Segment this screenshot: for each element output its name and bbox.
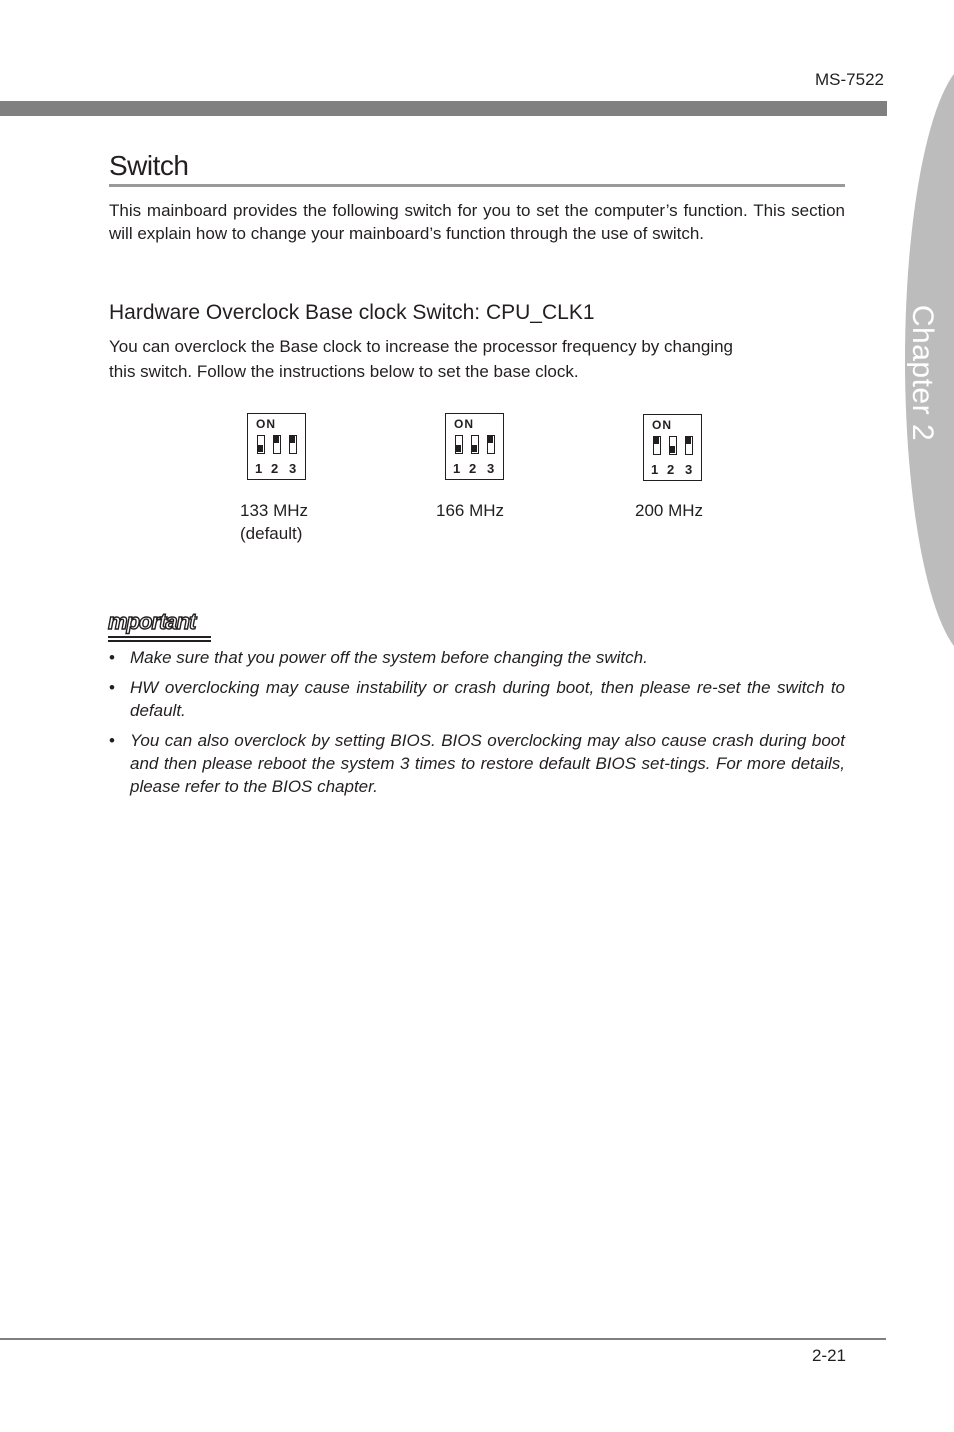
switch-on-label: ON bbox=[652, 418, 672, 432]
switch-1-toggle bbox=[653, 436, 661, 455]
list-item bbox=[109, 676, 845, 722]
switch-number-3: 3 bbox=[685, 462, 693, 477]
page-number: 2-21 bbox=[811, 1346, 846, 1365]
bullet: • bbox=[109, 648, 115, 667]
dip-switch-200mhz bbox=[643, 414, 702, 481]
important-notes-list bbox=[109, 646, 845, 805]
switch-1-knob bbox=[456, 445, 461, 452]
switch-caption-133mhz bbox=[240, 499, 308, 545]
switch-3-knob bbox=[686, 437, 691, 444]
switch-1-toggle bbox=[455, 435, 463, 454]
bullet: • bbox=[109, 731, 115, 750]
switch-2-toggle bbox=[471, 435, 479, 454]
subsection-body-line-1: You can overclock the Base clock to increase the processor frequency by changing bbox=[109, 337, 734, 356]
switch-on-label: ON bbox=[454, 417, 474, 431]
switch-3-knob bbox=[488, 436, 493, 443]
frequency-label: 166 MHz bbox=[436, 501, 505, 520]
switch-number-2: 2 bbox=[667, 462, 675, 477]
switch-caption-166mhz bbox=[436, 499, 504, 522]
switch-number-3: 3 bbox=[487, 461, 495, 476]
switch-number-3: 3 bbox=[289, 461, 297, 476]
switch-1-knob bbox=[654, 437, 659, 444]
list-item bbox=[109, 646, 845, 669]
switch-3-toggle bbox=[289, 435, 297, 454]
switch-2-knob bbox=[472, 445, 477, 452]
note-text: Make sure that you power off the system before changing the switch. bbox=[130, 648, 648, 667]
header-bar bbox=[0, 101, 887, 116]
switch-3-toggle bbox=[487, 435, 495, 454]
dip-switch-133mhz bbox=[247, 413, 306, 480]
switch-3-knob bbox=[290, 436, 295, 443]
subsection-title: Hardware Overclock Base clock Switch: CPU_CLK1 bbox=[109, 301, 595, 324]
switch-number-1: 1 bbox=[651, 462, 659, 477]
important-heading: mportant bbox=[108, 609, 196, 634]
note-text: HW overclocking may cause instability or crash during boot, then please re-set the switch to default. bbox=[130, 678, 845, 720]
default-label: (default) bbox=[240, 524, 303, 543]
switch-number-1: 1 bbox=[453, 461, 461, 476]
section-title: Switch bbox=[109, 150, 189, 181]
section-title-underline bbox=[109, 184, 845, 187]
list-item bbox=[109, 729, 845, 798]
section-intro: This mainboard provides the following switch for you to set the computer’s function. This section will explain how to change your mainboard’s function through the use of switch. bbox=[109, 201, 845, 243]
switch-2-toggle bbox=[273, 435, 281, 454]
footer-rule bbox=[0, 1338, 886, 1340]
frequency-label: 133 MHz bbox=[240, 501, 309, 520]
dip-switch-166mhz bbox=[445, 413, 504, 480]
bullet: • bbox=[109, 678, 115, 697]
important-underline bbox=[108, 636, 211, 638]
switch-number-1: 1 bbox=[255, 461, 263, 476]
switch-number-2: 2 bbox=[271, 461, 279, 476]
switch-1-knob bbox=[258, 445, 263, 452]
switch-2-toggle bbox=[669, 436, 677, 455]
switch-1-toggle bbox=[257, 435, 265, 454]
note-text: You can also overclock by setting BIOS. BIOS overclocking may also cause crash during boot and then please reboot the system 3 times to restore default BIOS set-tings. For more details, please refer to the BIOS chapter. bbox=[130, 731, 845, 796]
frequency-label: 200 MHz bbox=[635, 501, 704, 520]
switch-2-knob bbox=[274, 436, 279, 443]
chapter-tab-label: Chapter 2 bbox=[906, 304, 939, 442]
switch-on-label: ON bbox=[256, 417, 276, 431]
switch-2-knob bbox=[670, 446, 675, 453]
important-underline-2 bbox=[108, 640, 211, 642]
switch-caption-200mhz bbox=[635, 499, 703, 522]
switch-number-2: 2 bbox=[469, 461, 477, 476]
model-number: MS-7522 bbox=[815, 70, 884, 89]
subsection-body-line-2: this switch. Follow the instructions below to set the base clock. bbox=[109, 362, 579, 381]
switch-3-toggle bbox=[685, 436, 693, 455]
subsection-body bbox=[109, 334, 845, 384]
